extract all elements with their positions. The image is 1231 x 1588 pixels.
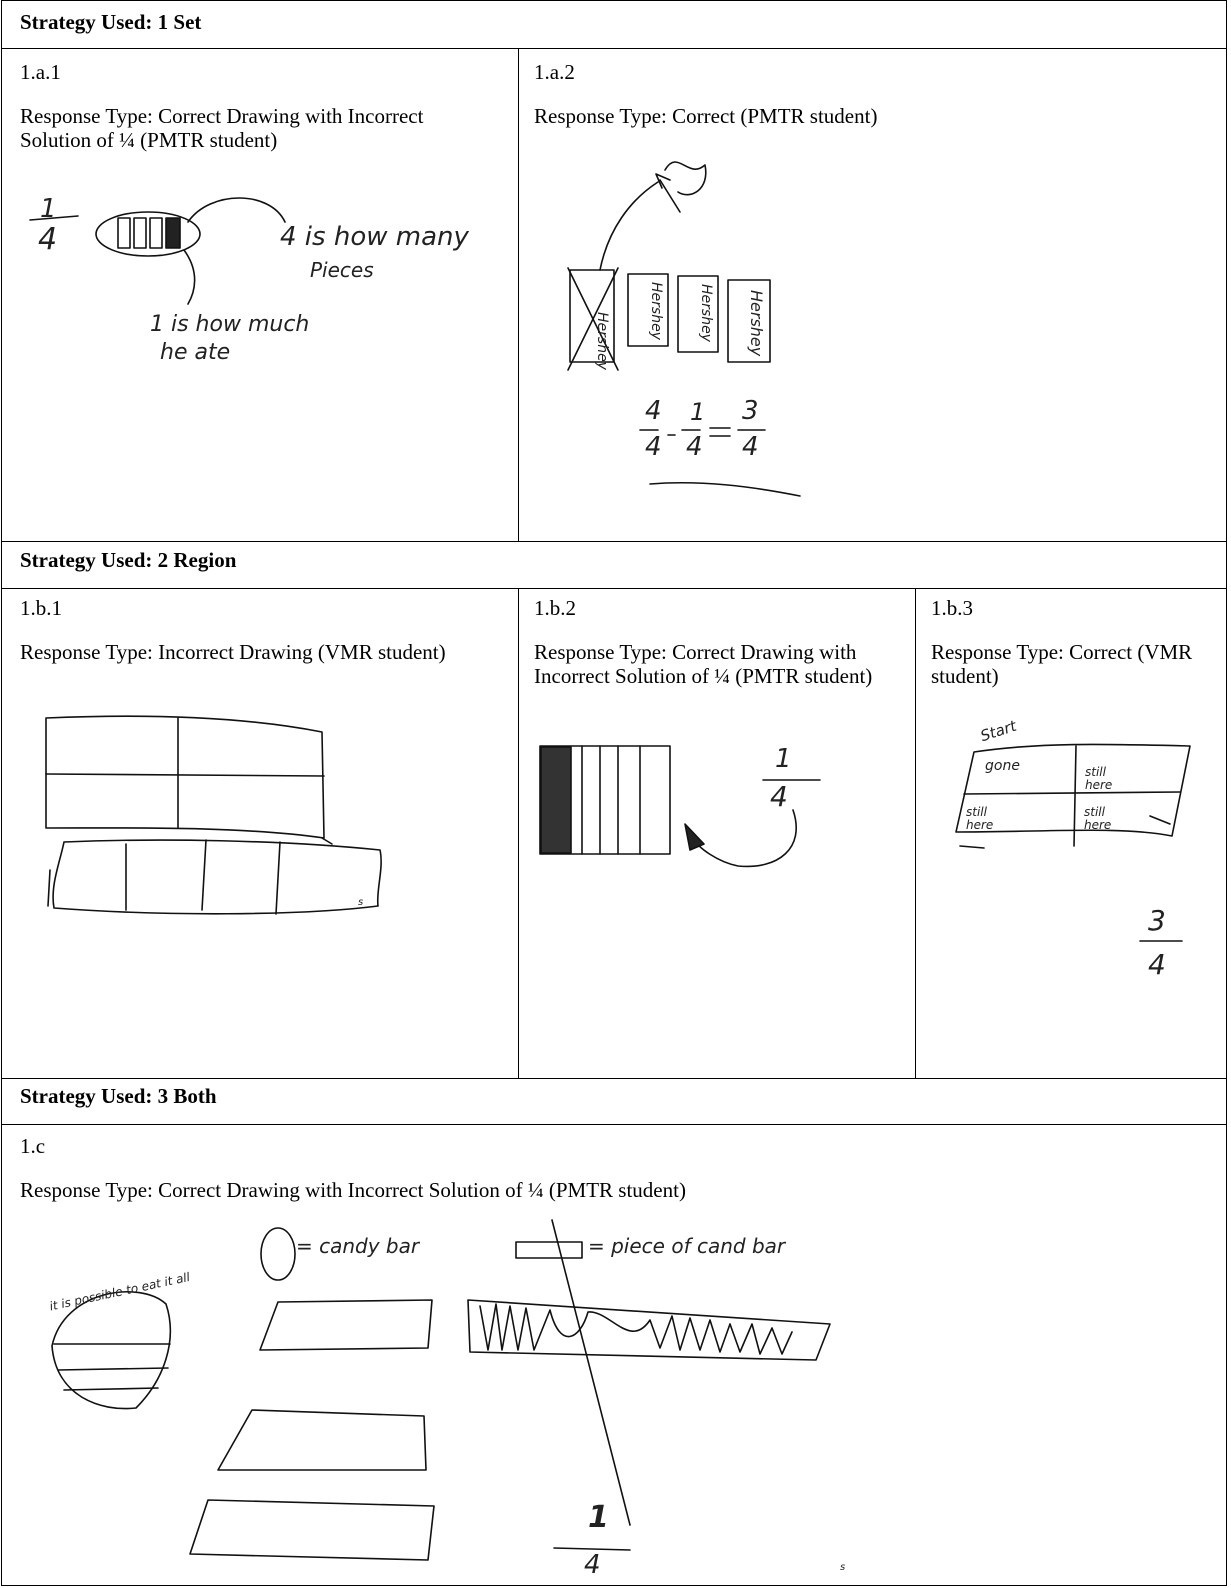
row-divider: [1, 1124, 1227, 1125]
handwritten-digit: 4: [742, 432, 759, 462]
page-number-mark: s: [840, 1562, 846, 1573]
cell-id-1c: 1.c: [20, 1134, 46, 1158]
handwritten-numerator: 1: [40, 194, 57, 224]
handwritten-label: gone: [985, 758, 1020, 774]
cell-id-1b2: 1.b.2: [534, 596, 576, 620]
handwritten-note: it is possible to eat it all: [48, 1269, 192, 1314]
handwritten-text: he ate: [160, 340, 231, 365]
handwritten-digit: 1: [690, 398, 706, 426]
handwritten-label: Hershey: [594, 312, 610, 370]
handwritten-text: 1 is how much: [150, 312, 310, 337]
fraction-bar: [1138, 938, 1188, 944]
sketch-1b3: [950, 730, 1220, 870]
section-heading-set: Strategy Used: 1 Set: [20, 10, 202, 34]
handwritten-legend-piece: = piece of cand bar: [588, 1234, 786, 1258]
handwritten-label: still here: [1085, 765, 1113, 792]
column-divider: [518, 588, 519, 1079]
response-type-1c: Response Type: Correct Drawing with Incorrect Solution of ¼ (PMTR student): [20, 1178, 686, 1202]
sketch-1b1: [40, 710, 400, 910]
handwritten-digit: 4: [645, 432, 662, 462]
section-heading-both: Strategy Used: 3 Both: [20, 1084, 217, 1108]
sketch-1c: [40, 1220, 860, 1560]
response-type-1a2: Response Type: Correct (PMTR student): [534, 104, 878, 128]
handwritten-label: still here: [966, 805, 994, 832]
row-divider: [1, 48, 1227, 49]
cell-id-1b3: 1.b.3: [931, 596, 973, 620]
handwritten-denominator: 4: [38, 222, 58, 257]
cell-id-1b1: 1.b.1: [20, 596, 62, 620]
handwritten-digit: 3: [742, 396, 759, 426]
handwritten-text: Pieces: [310, 258, 374, 282]
handwritten-denominator: 4: [584, 1550, 601, 1580]
handwritten-label: Hershey: [747, 290, 766, 357]
handwritten-digit: 4: [645, 396, 662, 426]
handwritten-label: still here: [1084, 805, 1112, 832]
response-type-1b1: Response Type: Incorrect Drawing (VMR student): [20, 640, 446, 664]
column-divider: [915, 588, 916, 1079]
handwritten-denominator: 4: [770, 780, 788, 813]
row-divider: [1, 588, 1227, 589]
handwritten-label: Hershey: [648, 282, 664, 340]
page-number-mark: s: [358, 897, 364, 908]
handwritten-numerator: 1: [775, 744, 792, 774]
handwritten-label: Hershey: [698, 284, 714, 342]
handwritten-digit: 4: [686, 432, 703, 462]
handwritten-numerator: 3: [1148, 904, 1166, 937]
handwritten-label: Start: [978, 716, 1019, 746]
row-divider: [1, 541, 1227, 542]
column-divider: [518, 48, 519, 542]
response-type-1a1: Response Type: Correct Drawing with Incorrect Solution of ¼ (PMTR student): [20, 104, 424, 152]
handwritten-text: 4 is how many: [280, 222, 469, 252]
handwritten-note: [280, 222, 469, 252]
cell-id-1a1: 1.a.1: [20, 60, 61, 84]
row-divider: [1, 1078, 1227, 1079]
response-type-1b3: Response Type: Correct (VMR student): [931, 640, 1193, 688]
cell-id-1a2: 1.a.2: [534, 60, 575, 84]
section-heading-region: Strategy Used: 2 Region: [20, 548, 237, 572]
handwritten-denominator: 4: [1148, 948, 1166, 981]
handwritten-numerator: 1: [588, 1500, 609, 1535]
response-type-1b2: Response Type: Correct Drawing with Incorrect Solution of ¼ (PMTR student): [534, 640, 873, 688]
handwritten-legend-candy-bar: = candy bar: [296, 1234, 420, 1258]
